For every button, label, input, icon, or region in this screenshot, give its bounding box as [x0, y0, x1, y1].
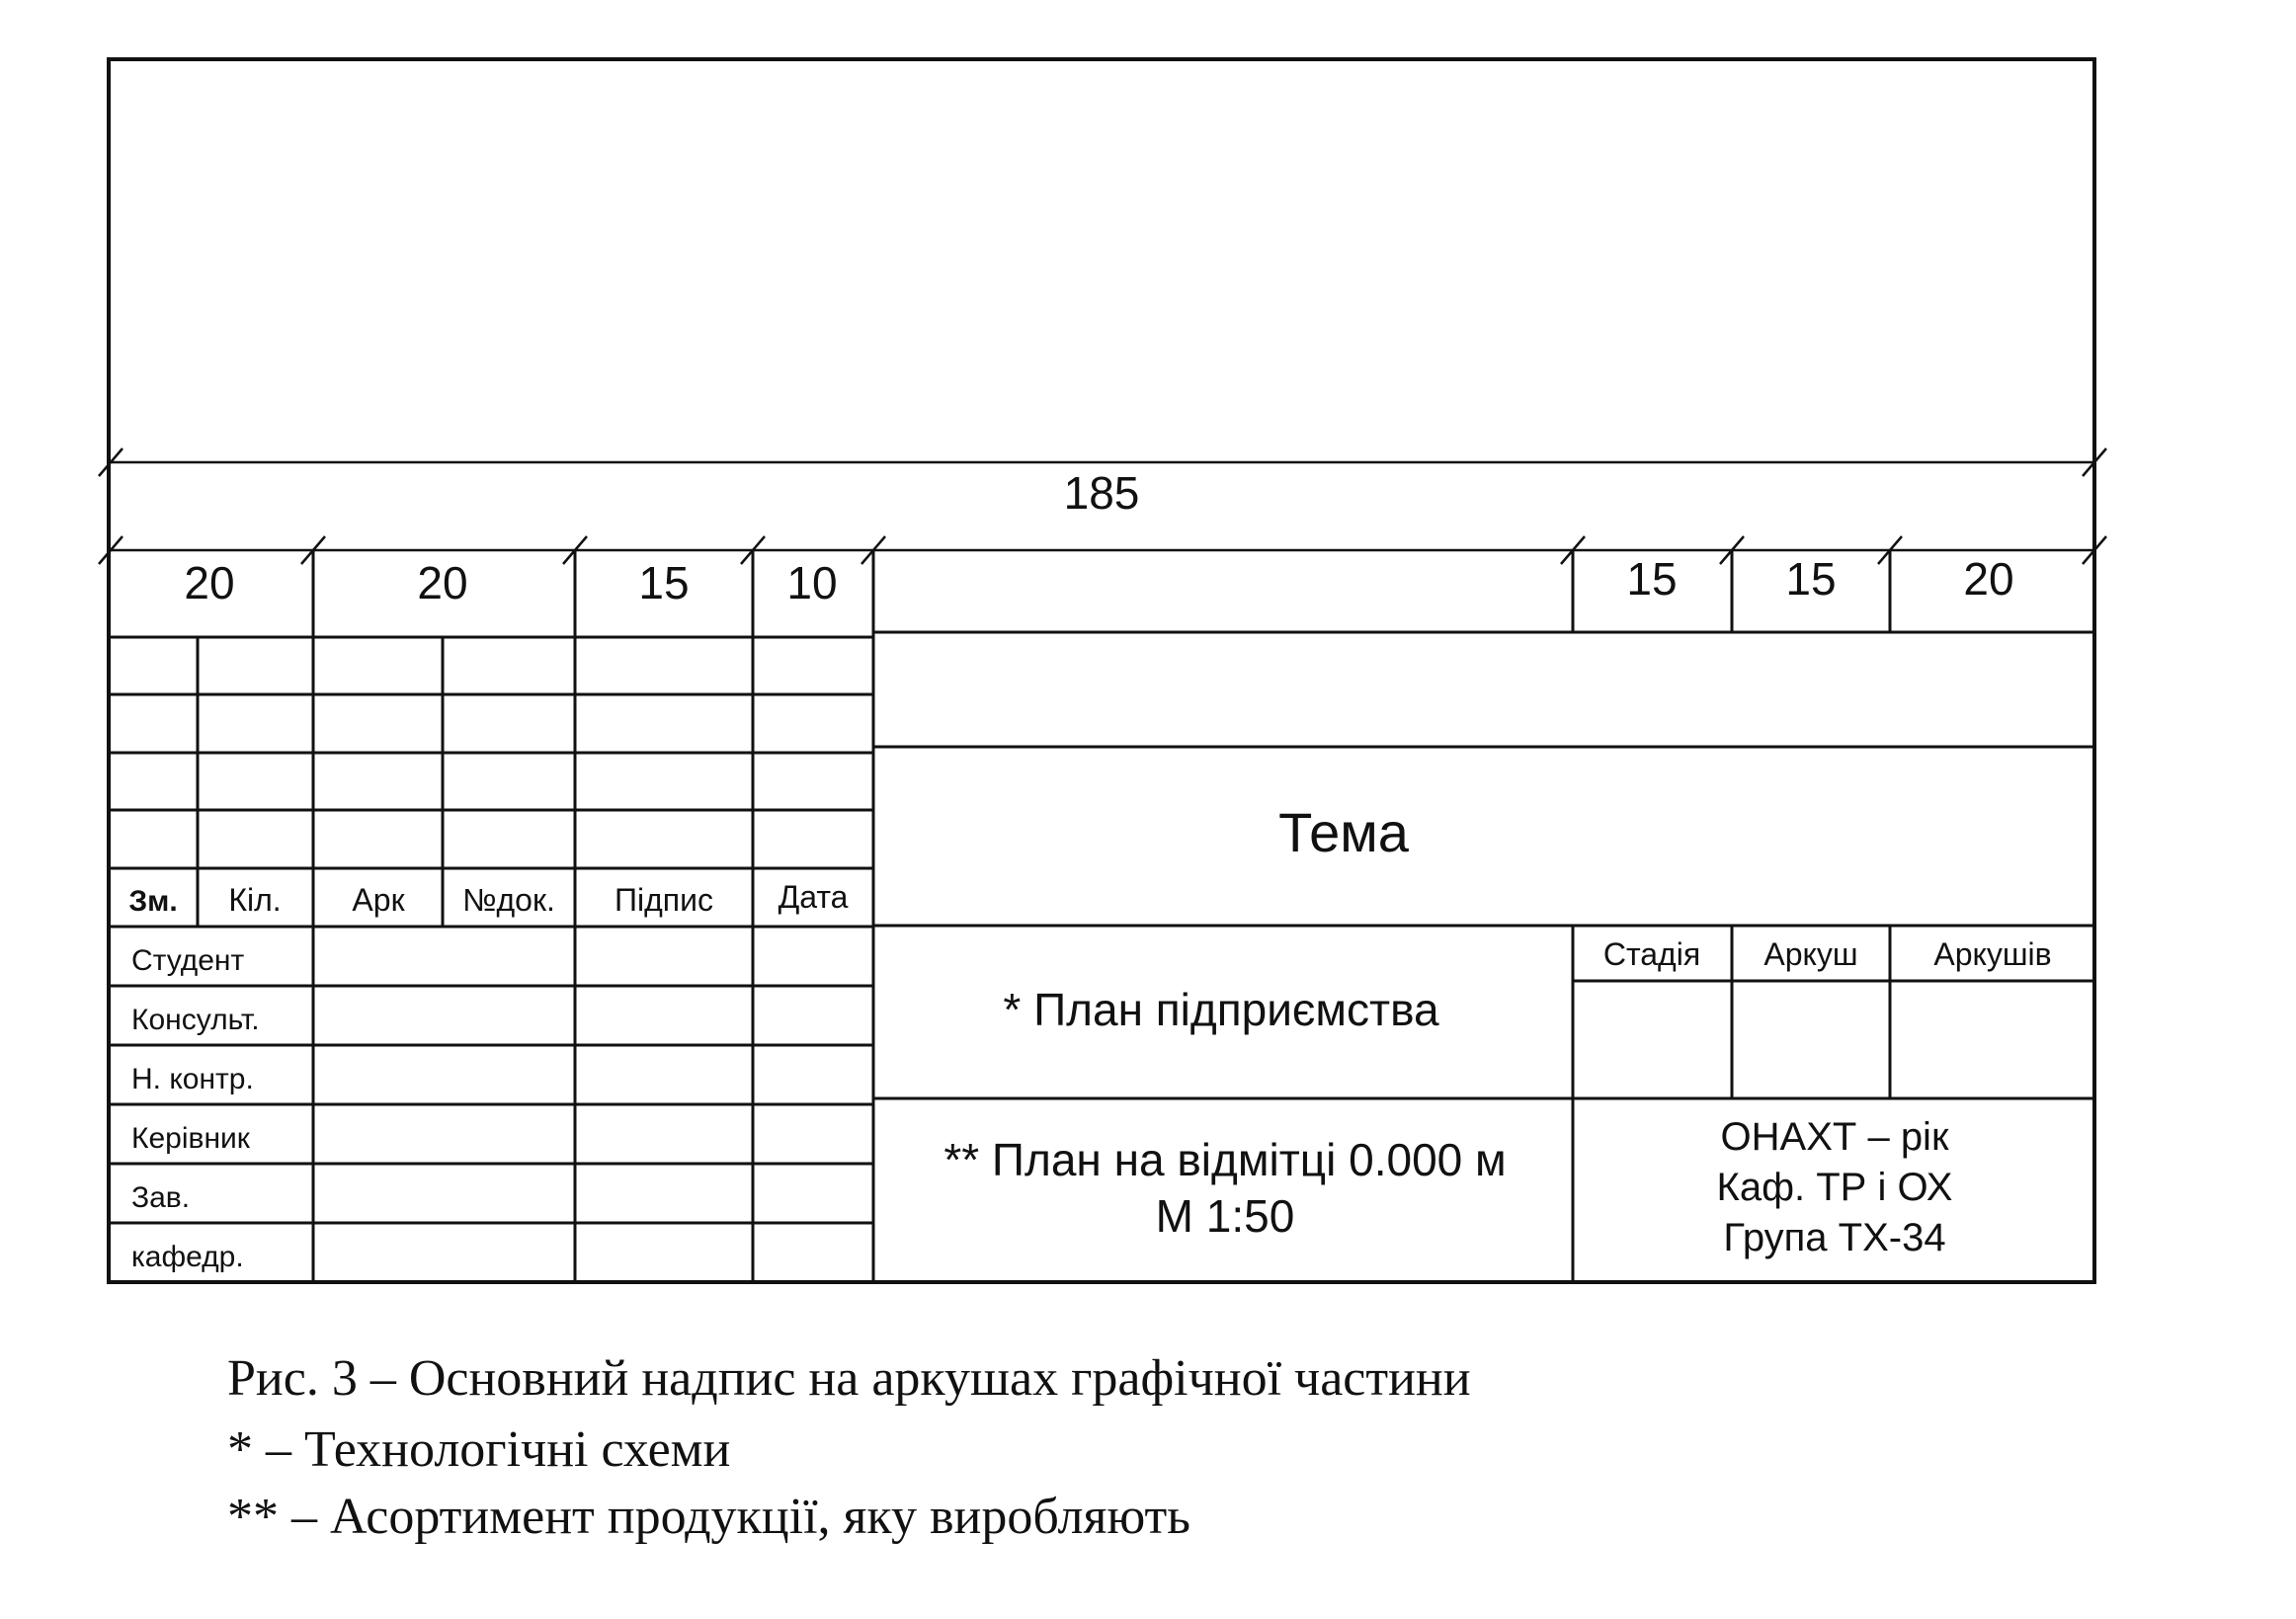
dimension-col-5: 15	[1626, 553, 1678, 605]
dimension-col-1: 20	[184, 557, 235, 608]
dimension-total-label: 185	[1063, 467, 1140, 519]
figure-caption: Рис. 3 – Основний надпис на аркушах графічної частини	[227, 1350, 1471, 1407]
block-title-plant-plan: * План підприємства	[1003, 984, 1439, 1035]
role-label-department: кафедр.	[131, 1241, 244, 1273]
caption-note-1: * – Технологічні схеми	[227, 1421, 731, 1478]
dimension-col-2: 20	[417, 557, 468, 608]
block-title-level-plan: ** План на відмітці 0.000 м	[943, 1134, 1507, 1185]
theme-label: Тема	[1278, 801, 1409, 863]
org-line-2: Каф. ТР і ОХ	[1716, 1166, 1953, 1209]
role-label-consultant: Консульт.	[131, 1004, 260, 1036]
org-line-1: ОНАХТ – рік	[1720, 1115, 1949, 1159]
stage-label: Стадія	[1602, 936, 1701, 972]
header-label-data: Дата	[778, 879, 849, 915]
sheets-label: Аркушів	[1933, 936, 2052, 972]
header-label-ark: Арк	[352, 882, 405, 918]
header-label-kil: Кіл.	[228, 882, 282, 918]
role-label-head: Зав.	[131, 1181, 191, 1214]
caption-note-2: ** – Асортимент продукції, яку виробляють	[227, 1489, 1190, 1545]
header-label-ndok: №док.	[462, 882, 555, 918]
dimension-col-7: 20	[1963, 553, 2014, 605]
role-label-student: Студент	[131, 944, 245, 977]
role-label-norm-control: Н. контр.	[131, 1063, 254, 1095]
block-title-scale: М 1:50	[1155, 1190, 1295, 1242]
sheet-label: Аркуш	[1763, 936, 1858, 972]
header-label-pidpys: Підпис	[615, 882, 713, 918]
dimension-col-3: 15	[638, 557, 690, 608]
dimension-col-6: 15	[1785, 553, 1837, 605]
header-label-zm: Зм.	[128, 885, 178, 918]
org-line-3: Група ТХ-34	[1723, 1216, 1946, 1259]
role-label-supervisor: Керівник	[131, 1122, 250, 1155]
dimension-col-4: 10	[786, 557, 838, 608]
